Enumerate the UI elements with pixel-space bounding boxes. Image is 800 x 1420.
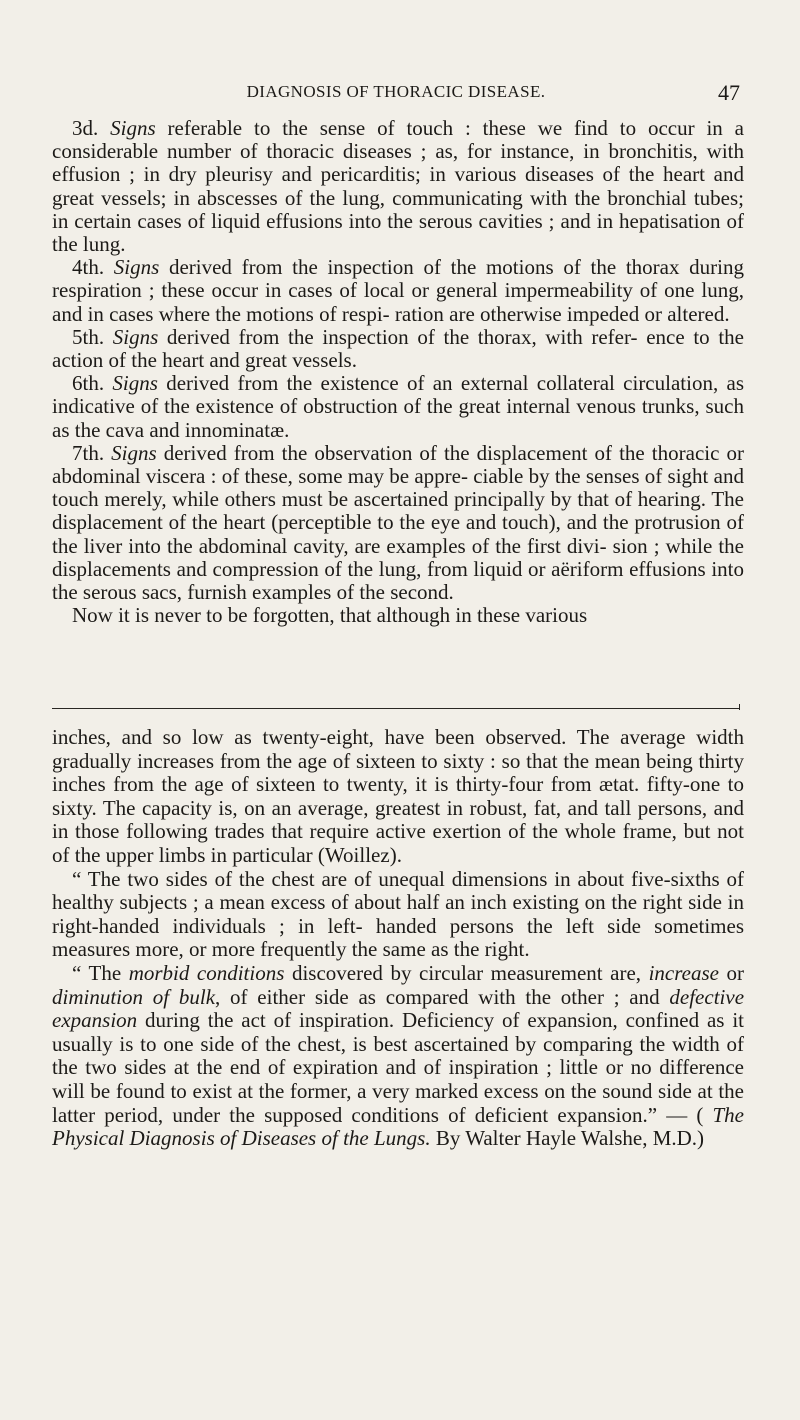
paragraph-term: Signs: [113, 255, 160, 280]
footnote-text: [52, 726, 744, 1151]
paragraph-text: Now it is never to be forgotten, that although in these various: [72, 603, 588, 628]
paragraph-number: 7th.: [72, 440, 112, 465]
paragraph: [52, 442, 744, 604]
citation-title: The Physical Diagnosis of Diseases of the Lungs.: [52, 1102, 744, 1151]
paragraph-term: Signs: [111, 440, 157, 465]
footnote-paragraph: “ The morbid conditions discovered by circular measurement are, increase or diminution of bulk, of either side as compared with the other ; and defective expansion during the act of inspiration. Deficiency of expansion, confined as it usually is to one side of the chest, is best ascertained by comparing the width of the two sides at the end of expiration and of inspiration ; little or no difference will be found to exist at the former, a very marked excess on the sound side at the latter period, under the supposed conditions of deficient expansion.” — ( The Physical Diagnosis of Diseases of the Lungs. By Walter Hayle Walshe, M.D.): [52, 960, 745, 1151]
paragraph-number: 3d.: [72, 116, 111, 140]
paragraph: [52, 326, 744, 372]
paragraph-text: derived from the inspection of the motions of the thorax during respiration ; these occur in cases of local or general impermeability of one lung, and in cases where the motions of respi- ration are otherwise impeded or altered.: [52, 255, 744, 326]
rule-tick: [739, 704, 741, 710]
paragraph-number: 4th.: [72, 255, 114, 280]
paragraph-number: 6th.: [72, 371, 113, 396]
paragraph-term: Signs: [110, 116, 156, 140]
paragraph-text: referable to the sense of touch : these we find to occur in a considerable number of thoracic diseases ; as, for instance, in bronchitis, with effusion ; in dry pleurisy and pericarditis; in various diseases of the heart and great vessels; in abscesses of the lung, communicating with the bronchial tubes; in certain cases of liquid effusions into the serous cavities ; and in hepatisation of the lung.: [52, 116, 744, 257]
page-header: [52, 82, 740, 108]
footnote-rule: [52, 708, 740, 709]
footnote-paragraph: inches, and so low as twenty-eight, have been observed. The average width gradually increases from the age of sixteen to sixty : so that the mean being thirty inches from the age of sixteen to twenty, it is thirty-four from ætat. fifty-one to sixty. The capacity is, on an average, greatest in robust, fat, and tall persons, and in those following trades that require active exertion of the whole frame, but not of the upper limbs in particular (Woillez).: [52, 725, 744, 867]
footnote-paragraph: “ The two sides of the chest are of unequal dimensions in about five-sixths of healthy subjects ; a mean excess of about half an inch existing on the right side in right-handed individuals ; in left- handed persons the left side sometimes measures more, or more frequently the same as the right.: [52, 866, 744, 962]
paragraph-number: 5th.: [72, 324, 113, 349]
page-number: 47: [718, 80, 740, 105]
paragraph: [52, 117, 744, 256]
paragraph-text: derived from the inspection of the thorax, with refer- ence to the action of the heart and great vessels.: [52, 324, 744, 373]
paragraph: [52, 604, 744, 627]
paragraph-term: Signs: [112, 324, 159, 349]
main-text: [52, 117, 744, 627]
paragraph-term: Signs: [112, 371, 158, 396]
running-title: DIAGNOSIS OF THORACIC DISEASE.: [246, 82, 546, 101]
paragraph: [52, 372, 744, 442]
paragraph-text: derived from the observation of the displacement of the thoracic or abdominal viscera : of these, some may be appre- ciable by the senses of sight and touch merely, while others must be ascertained principally by that of hearing. The displacement of the heart (perceptible to the eye and touch), and the protrusion of the liver into the abdominal cavity, are examples of the first divi- sion ; while the displacements and compression of the lung, from liquid or aëriform effusions into the serous sacs, furnish examples of the second.: [52, 440, 744, 605]
paragraph-text: derived from the existence of an external collateral circulation, as indicative of the existence of obstruction of the great internal venous trunks, such as the cava and innominatæ.: [52, 371, 744, 442]
paragraph: [52, 256, 744, 326]
